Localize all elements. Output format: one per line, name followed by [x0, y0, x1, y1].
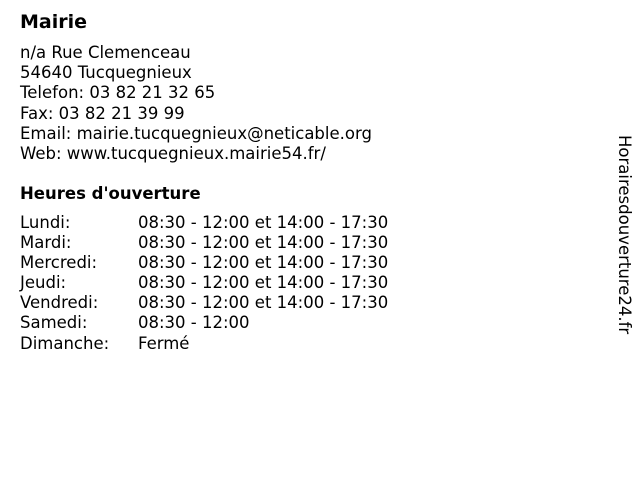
- fax-number: Fax: 03 82 21 39 99: [20, 103, 185, 123]
- hours-row-lundi: [20, 213, 388, 233]
- hours-time: 08:30 - 12:00 et 14:00 - 17:30: [138, 273, 389, 293]
- address-street: n/a Rue Clemenceau: [20, 43, 191, 62]
- address-city: 54640 Tucquegnieux: [20, 63, 192, 83]
- hours-table: [20, 213, 388, 354]
- site-watermark: Horairesdouverture24.fr: [615, 135, 634, 335]
- hours-row-samedi: [20, 313, 388, 333]
- hours-time: 08:30 - 12:00 et 14:00 - 17:30: [138, 213, 389, 232]
- hours-day: Jeudi:: [20, 273, 67, 293]
- hours-row-dimanche: [20, 334, 388, 354]
- hours-day: Mardi:: [20, 233, 72, 253]
- hours-row-mardi: [20, 233, 388, 253]
- contact-info: [20, 43, 372, 164]
- hours-day: Lundi:: [20, 213, 71, 232]
- hours-row-mercredi: [20, 253, 388, 273]
- hours-time: 08:30 - 12:00 et 14:00 - 17:30: [138, 233, 389, 253]
- page-title: Mairie: [20, 11, 88, 33]
- website-url: Web: www.tucquegnieux.mairie54.fr/: [20, 144, 326, 164]
- hours-day: Dimanche:: [20, 333, 110, 353]
- email-address: Email: mairie.tucquegnieux@neticable.org: [20, 123, 372, 143]
- hours-day: Mercredi:: [20, 253, 98, 273]
- hours-day: Vendredi:: [20, 293, 99, 313]
- hours-title: Heures d'ouverture: [20, 184, 201, 203]
- hours-time: 08:30 - 12:00 et 14:00 - 17:30: [138, 293, 389, 313]
- hours-row-vendredi: [20, 293, 388, 313]
- hours-time: 08:30 - 12:00: [138, 313, 250, 333]
- hours-row-jeudi: [20, 273, 388, 293]
- hours-time: Fermé: [138, 333, 190, 353]
- hours-time: 08:30 - 12:00 et 14:00 - 17:30: [138, 253, 389, 273]
- phone-number: Telefon: 03 82 21 32 65: [20, 83, 216, 103]
- hours-day: Samedi:: [20, 313, 88, 333]
